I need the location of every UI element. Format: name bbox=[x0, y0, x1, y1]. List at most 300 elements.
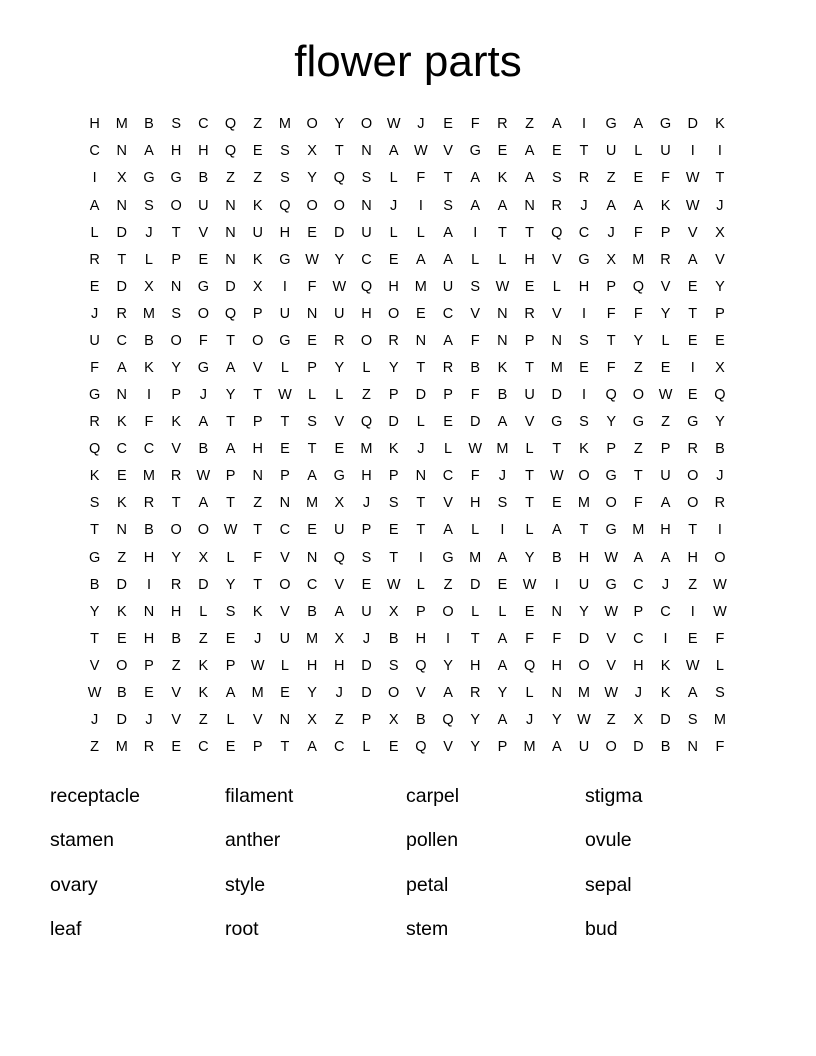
grid-letter: S bbox=[388, 495, 399, 512]
grid-letter: Z bbox=[362, 387, 371, 404]
grid-letter: T bbox=[525, 468, 535, 485]
word-list-item: style bbox=[225, 873, 266, 896]
grid-letter: D bbox=[116, 224, 128, 241]
grid-letter: H bbox=[524, 251, 535, 268]
grid-letter: F bbox=[552, 630, 562, 647]
grid-letter: V bbox=[171, 441, 181, 458]
grid-letter: P bbox=[388, 387, 399, 404]
grid-letter: M bbox=[278, 116, 291, 133]
grid-letter: G bbox=[469, 143, 481, 160]
grid-letter: H bbox=[687, 549, 698, 566]
grid-letter: X bbox=[307, 712, 317, 728]
grid-letter: A bbox=[551, 522, 562, 539]
grid-letter: U bbox=[279, 305, 291, 322]
grid-letter: C bbox=[361, 251, 372, 268]
grid-letter: N bbox=[551, 332, 563, 349]
grid-letter: D bbox=[633, 739, 644, 756]
grid-letter: U bbox=[605, 143, 617, 160]
grid-letter: E bbox=[687, 387, 698, 404]
grid-letter: R bbox=[578, 170, 590, 187]
grid-letter: J bbox=[199, 387, 207, 404]
grid-letter: J bbox=[417, 441, 425, 458]
grid-letter: I bbox=[446, 630, 451, 647]
grid-letter: G bbox=[279, 251, 291, 268]
grid-letter: D bbox=[116, 278, 128, 295]
grid-letter: J bbox=[634, 684, 642, 701]
grid-letter: E bbox=[443, 414, 453, 431]
grid-letter: B bbox=[116, 684, 127, 701]
grid-letter: L bbox=[498, 603, 507, 620]
grid-letter: O bbox=[252, 332, 264, 349]
grid-letter: E bbox=[388, 251, 399, 268]
grid-letter: W bbox=[577, 712, 591, 728]
grid-letter: C bbox=[143, 441, 155, 458]
grid-letter: J bbox=[417, 116, 425, 133]
grid-letter: O bbox=[170, 522, 182, 539]
grid-letter: P bbox=[144, 657, 154, 674]
grid-letter: U bbox=[334, 522, 345, 539]
grid-letter: Y bbox=[225, 387, 236, 404]
grid-letter: M bbox=[142, 468, 156, 485]
grid-letter: F bbox=[715, 739, 725, 756]
grid-letter: K bbox=[660, 684, 671, 701]
grid-letter: E bbox=[280, 441, 290, 458]
grid-letter: B bbox=[388, 630, 399, 647]
grid-letter: R bbox=[89, 251, 100, 268]
grid-letter: B bbox=[144, 116, 154, 133]
grid-letter: K bbox=[144, 359, 154, 376]
grid-letter: Y bbox=[633, 332, 644, 349]
grid-letter: H bbox=[143, 630, 155, 647]
word-search-grid bbox=[81, 111, 734, 761]
grid-letter: C bbox=[116, 441, 128, 458]
grid-letter: V bbox=[715, 251, 725, 268]
grid-letter: Q bbox=[714, 387, 726, 404]
grid-letter: A bbox=[443, 332, 453, 349]
grid-letter: F bbox=[606, 359, 616, 376]
grid-letter: H bbox=[170, 603, 182, 620]
grid-letter: W bbox=[604, 603, 618, 620]
grid-letter: E bbox=[89, 278, 100, 295]
grid-letter: U bbox=[524, 387, 535, 404]
grid-letter: E bbox=[116, 630, 127, 647]
grid-letter: H bbox=[252, 441, 263, 458]
grid-letter: V bbox=[551, 305, 562, 322]
grid-letter: G bbox=[578, 251, 590, 268]
grid-letter: H bbox=[89, 116, 100, 133]
grid-letter: V bbox=[606, 657, 616, 674]
grid-letter: Q bbox=[551, 224, 563, 241]
grid-letter: Y bbox=[171, 359, 181, 376]
grid-letter: B bbox=[551, 549, 562, 566]
grid-letter: A bbox=[470, 170, 481, 187]
grid-letter: L bbox=[715, 657, 724, 674]
grid-letter: Q bbox=[523, 657, 536, 674]
grid-letter: P bbox=[606, 441, 616, 458]
grid-letter: M bbox=[577, 495, 591, 512]
grid-letter: R bbox=[334, 332, 345, 349]
grid-letter: H bbox=[279, 224, 291, 241]
grid-letter: I bbox=[418, 549, 423, 566]
grid-letter: T bbox=[226, 495, 235, 512]
grid-letter: Q bbox=[605, 387, 617, 404]
grid-letter: N bbox=[170, 278, 182, 295]
grid-letter: T bbox=[253, 387, 263, 404]
grid-letter: L bbox=[471, 522, 480, 539]
grid-letter: O bbox=[388, 684, 400, 701]
grid-letter: G bbox=[333, 468, 345, 485]
grid-letter: V bbox=[171, 684, 181, 701]
grid-letter: W bbox=[604, 549, 618, 566]
grid-letter: G bbox=[687, 414, 699, 431]
grid-letter: A bbox=[497, 630, 508, 647]
grid-letter: L bbox=[335, 387, 344, 404]
grid-letter: I bbox=[473, 224, 478, 241]
grid-letter: V bbox=[443, 143, 453, 160]
grid-letter: T bbox=[307, 441, 317, 458]
grid-letter: E bbox=[225, 630, 236, 647]
grid-letter: K bbox=[497, 170, 508, 187]
grid-letter: P bbox=[497, 739, 508, 756]
grid-letter: Y bbox=[660, 305, 671, 322]
grid-letter: Q bbox=[224, 116, 237, 133]
grid-letter: A bbox=[687, 251, 698, 268]
grid-letter: I bbox=[92, 170, 97, 187]
grid-letter: T bbox=[90, 630, 100, 647]
grid-letter: X bbox=[307, 143, 317, 160]
grid-letter: C bbox=[306, 576, 318, 593]
grid-letter: Z bbox=[688, 576, 698, 593]
grid-letter: K bbox=[497, 359, 508, 376]
grid-letter: G bbox=[605, 116, 617, 133]
grid-letter: J bbox=[362, 495, 371, 512]
grid-letter: Y bbox=[334, 116, 345, 133]
grid-letter: N bbox=[116, 197, 128, 214]
grid-letter: O bbox=[632, 387, 644, 404]
grid-letter: E bbox=[307, 332, 317, 349]
grid-letter: L bbox=[199, 603, 208, 620]
grid-letter: Q bbox=[360, 278, 373, 295]
grid-letter: A bbox=[443, 684, 453, 701]
grid-letter: P bbox=[715, 305, 725, 322]
grid-letter: O bbox=[578, 468, 590, 485]
grid-letter: O bbox=[388, 305, 400, 322]
grid-letter: W bbox=[549, 468, 564, 485]
grid-letter: W bbox=[250, 657, 265, 674]
grid-letter: E bbox=[497, 576, 508, 593]
grid-letter: A bbox=[687, 684, 698, 701]
grid-letter: Y bbox=[606, 414, 616, 431]
grid-letter: L bbox=[471, 603, 480, 620]
grid-letter: M bbox=[360, 441, 373, 458]
grid-letter: T bbox=[579, 143, 589, 160]
word-list-item: leaf bbox=[50, 918, 82, 941]
grid-letter: V bbox=[252, 712, 263, 728]
grid-letter: E bbox=[551, 495, 562, 512]
grid-letter: O bbox=[687, 495, 699, 512]
grid-letter: R bbox=[687, 441, 698, 458]
grid-letter: E bbox=[116, 468, 127, 485]
grid-letter: F bbox=[470, 332, 480, 349]
grid-letter: S bbox=[280, 143, 290, 160]
grid-letter: E bbox=[361, 576, 372, 593]
grid-letter: V bbox=[443, 739, 453, 756]
grid-letter: Q bbox=[88, 441, 101, 458]
grid-letter: A bbox=[388, 143, 399, 160]
grid-letter: R bbox=[442, 359, 454, 376]
grid-letter: B bbox=[198, 170, 209, 187]
grid-letter: B bbox=[660, 739, 671, 756]
grid-letter: A bbox=[225, 359, 236, 376]
grid-letter: H bbox=[198, 143, 209, 160]
grid-letter: S bbox=[388, 657, 399, 674]
grid-letter: Y bbox=[443, 657, 453, 674]
grid-letter: V bbox=[660, 278, 671, 295]
grid-letter: Q bbox=[415, 739, 427, 756]
grid-letter: H bbox=[551, 657, 563, 674]
grid-letter: N bbox=[306, 305, 318, 322]
grid-letter: S bbox=[171, 305, 181, 322]
grid-letter: X bbox=[144, 278, 154, 295]
grid-letter: X bbox=[606, 251, 616, 268]
grid-letter: E bbox=[524, 603, 535, 620]
grid-letter: I bbox=[146, 387, 151, 404]
grid-letter: G bbox=[632, 414, 644, 431]
grid-letter: T bbox=[389, 549, 399, 566]
grid-letter: M bbox=[306, 495, 319, 512]
grid-letter: L bbox=[280, 359, 289, 376]
grid-letter: P bbox=[361, 522, 372, 539]
grid-letter: B bbox=[198, 441, 209, 458]
grid-letter: J bbox=[607, 224, 615, 241]
grid-letter: A bbox=[198, 495, 209, 512]
grid-letter: N bbox=[497, 332, 508, 349]
grid-letter: Y bbox=[470, 739, 481, 756]
grid-letter: X bbox=[388, 603, 399, 620]
grid-letter: Z bbox=[253, 170, 263, 187]
grid-letter: V bbox=[524, 414, 535, 431]
grid-letter: T bbox=[171, 224, 181, 241]
grid-letter: R bbox=[388, 332, 399, 349]
grid-letter: R bbox=[714, 495, 726, 512]
grid-letter: F bbox=[715, 630, 725, 647]
grid-letter: K bbox=[660, 197, 671, 214]
grid-letter: M bbox=[550, 359, 563, 376]
grid-letter: T bbox=[171, 495, 181, 512]
grid-letter: L bbox=[416, 414, 425, 431]
grid-letter: A bbox=[551, 116, 562, 133]
grid-letter: Q bbox=[333, 170, 345, 187]
grid-letter: A bbox=[633, 116, 644, 133]
grid-letter: B bbox=[144, 522, 154, 539]
grid-letter: A bbox=[660, 495, 671, 512]
grid-letter: N bbox=[143, 603, 155, 620]
grid-letter: V bbox=[280, 603, 290, 620]
grid-letter: P bbox=[252, 305, 263, 322]
grid-letter: T bbox=[525, 495, 535, 512]
grid-letter: R bbox=[170, 576, 182, 593]
grid-letter: T bbox=[253, 522, 263, 539]
grid-letter: K bbox=[252, 603, 263, 620]
grid-letter: R bbox=[660, 251, 671, 268]
grid-letter: M bbox=[251, 684, 264, 701]
grid-letter: O bbox=[170, 332, 182, 349]
grid-letter: Z bbox=[633, 441, 643, 458]
grid-letter: L bbox=[226, 549, 235, 566]
grid-letter: I bbox=[581, 387, 586, 404]
grid-letter: Z bbox=[253, 495, 263, 512]
grid-letter: T bbox=[226, 332, 235, 349]
grid-letter: K bbox=[660, 657, 671, 674]
grid-letter: A bbox=[524, 143, 535, 160]
grid-letter: F bbox=[661, 170, 670, 187]
grid-letter: H bbox=[578, 278, 590, 295]
grid-letter: D bbox=[687, 116, 698, 133]
grid-letter: A bbox=[497, 712, 508, 728]
grid-letter: K bbox=[252, 251, 263, 268]
grid-letter: T bbox=[226, 414, 235, 431]
grid-letter: S bbox=[579, 414, 589, 431]
grid-letter: V bbox=[606, 630, 616, 647]
grid-letter: N bbox=[551, 684, 563, 701]
grid-letter: L bbox=[525, 684, 534, 701]
grid-letter: Z bbox=[661, 414, 670, 431]
grid-letter: O bbox=[197, 522, 209, 539]
grid-letter: C bbox=[334, 739, 345, 756]
grid-letter: Z bbox=[253, 116, 263, 133]
grid-letter: A bbox=[470, 197, 481, 214]
grid-letter: J bbox=[254, 630, 262, 647]
grid-letter: A bbox=[633, 197, 644, 214]
grid-letter: L bbox=[362, 359, 371, 376]
grid-letter: D bbox=[660, 712, 671, 728]
grid-letter: Y bbox=[225, 576, 236, 593]
grid-letter: G bbox=[88, 549, 101, 566]
grid-letter: N bbox=[687, 739, 698, 756]
grid-letter: J bbox=[661, 576, 670, 593]
grid-letter: T bbox=[525, 359, 535, 376]
grid-letter: E bbox=[280, 684, 290, 701]
grid-letter: W bbox=[196, 468, 211, 485]
grid-letter: O bbox=[605, 495, 617, 512]
word-list-item: carpel bbox=[406, 784, 460, 807]
grid-letter: O bbox=[360, 332, 373, 349]
grid-letter: Y bbox=[307, 170, 317, 187]
grid-letter: T bbox=[715, 170, 725, 187]
grid-letter: D bbox=[469, 576, 481, 593]
grid-letter: C bbox=[279, 522, 291, 539]
grid-letter: V bbox=[252, 359, 263, 376]
grid-letter: A bbox=[307, 468, 317, 485]
grid-letter: E bbox=[579, 359, 589, 376]
grid-letter: A bbox=[334, 603, 345, 620]
grid-letter: T bbox=[280, 739, 290, 756]
grid-letter: W bbox=[685, 657, 700, 674]
grid-letter: T bbox=[470, 630, 480, 647]
grid-letter: O bbox=[687, 468, 699, 485]
grid-letter: K bbox=[252, 197, 263, 214]
grid-letter: W bbox=[278, 387, 292, 404]
word-list-item: ovule bbox=[585, 829, 632, 852]
grid-letter: G bbox=[442, 549, 454, 566]
grid-letter: Y bbox=[524, 549, 535, 566]
grid-letter: W bbox=[604, 684, 618, 701]
grid-letter: H bbox=[170, 143, 182, 160]
grid-letter: O bbox=[306, 116, 318, 133]
grid-letter: L bbox=[471, 251, 480, 268]
grid-letter: C bbox=[633, 630, 644, 647]
grid-letter: T bbox=[497, 224, 507, 241]
grid-letter: S bbox=[144, 197, 154, 214]
grid-letter: F bbox=[470, 468, 480, 485]
grid-letter: W bbox=[522, 576, 537, 593]
grid-letter: P bbox=[633, 603, 644, 620]
grid-letter: A bbox=[497, 197, 508, 214]
grid-letter: E bbox=[225, 739, 236, 756]
grid-letter: Z bbox=[443, 576, 453, 593]
grid-letter: W bbox=[685, 170, 700, 187]
grid-letter: Y bbox=[497, 684, 508, 701]
grid-letter: O bbox=[360, 116, 373, 133]
grid-letter: T bbox=[90, 522, 100, 539]
grid-letter: A bbox=[225, 684, 236, 701]
grid-letter: C bbox=[633, 576, 644, 593]
grid-letter: A bbox=[497, 657, 508, 674]
grid-letter: L bbox=[552, 278, 561, 295]
word-list-item: ovary bbox=[50, 873, 98, 896]
grid-letter: O bbox=[442, 603, 454, 620]
grid-letter: F bbox=[606, 305, 616, 322]
grid-letter: T bbox=[606, 332, 616, 349]
grid-letter: G bbox=[197, 278, 209, 295]
grid-letter: S bbox=[225, 603, 236, 620]
grid-letter: I bbox=[554, 576, 559, 593]
grid-letter: W bbox=[685, 197, 700, 214]
grid-letter: T bbox=[525, 224, 535, 241]
grid-letter: U bbox=[198, 197, 209, 214]
grid-letter: P bbox=[171, 251, 181, 268]
grid-letter: M bbox=[115, 739, 128, 756]
grid-letter: X bbox=[252, 278, 263, 295]
word-list-item: filament bbox=[225, 784, 294, 807]
grid-letter: N bbox=[306, 549, 318, 566]
grid-letter: D bbox=[469, 414, 481, 431]
grid-letter: T bbox=[443, 170, 453, 187]
grid-letter: U bbox=[361, 224, 372, 241]
grid-letter: D bbox=[551, 387, 563, 404]
grid-letter: P bbox=[443, 387, 453, 404]
grid-letter: X bbox=[116, 170, 127, 187]
grid-letter: P bbox=[660, 224, 671, 241]
grid-letter: K bbox=[116, 414, 127, 431]
grid-letter: R bbox=[551, 197, 563, 214]
grid-letter: A bbox=[443, 251, 453, 268]
grid-letter: W bbox=[495, 278, 510, 295]
grid-letter: J bbox=[145, 712, 153, 728]
grid-letter: D bbox=[116, 576, 128, 593]
grid-letter: A bbox=[116, 359, 127, 376]
grid-letter: V bbox=[198, 224, 209, 241]
grid-letter: H bbox=[361, 468, 372, 485]
grid-letter: G bbox=[605, 468, 617, 485]
grid-letter: K bbox=[388, 441, 399, 458]
grid-letter: Y bbox=[388, 359, 399, 376]
grid-letter: O bbox=[306, 197, 318, 214]
grid-letter: R bbox=[116, 305, 128, 322]
grid-letter: N bbox=[116, 143, 128, 160]
grid-letter: S bbox=[470, 278, 481, 295]
grid-letter: Q bbox=[632, 278, 644, 295]
